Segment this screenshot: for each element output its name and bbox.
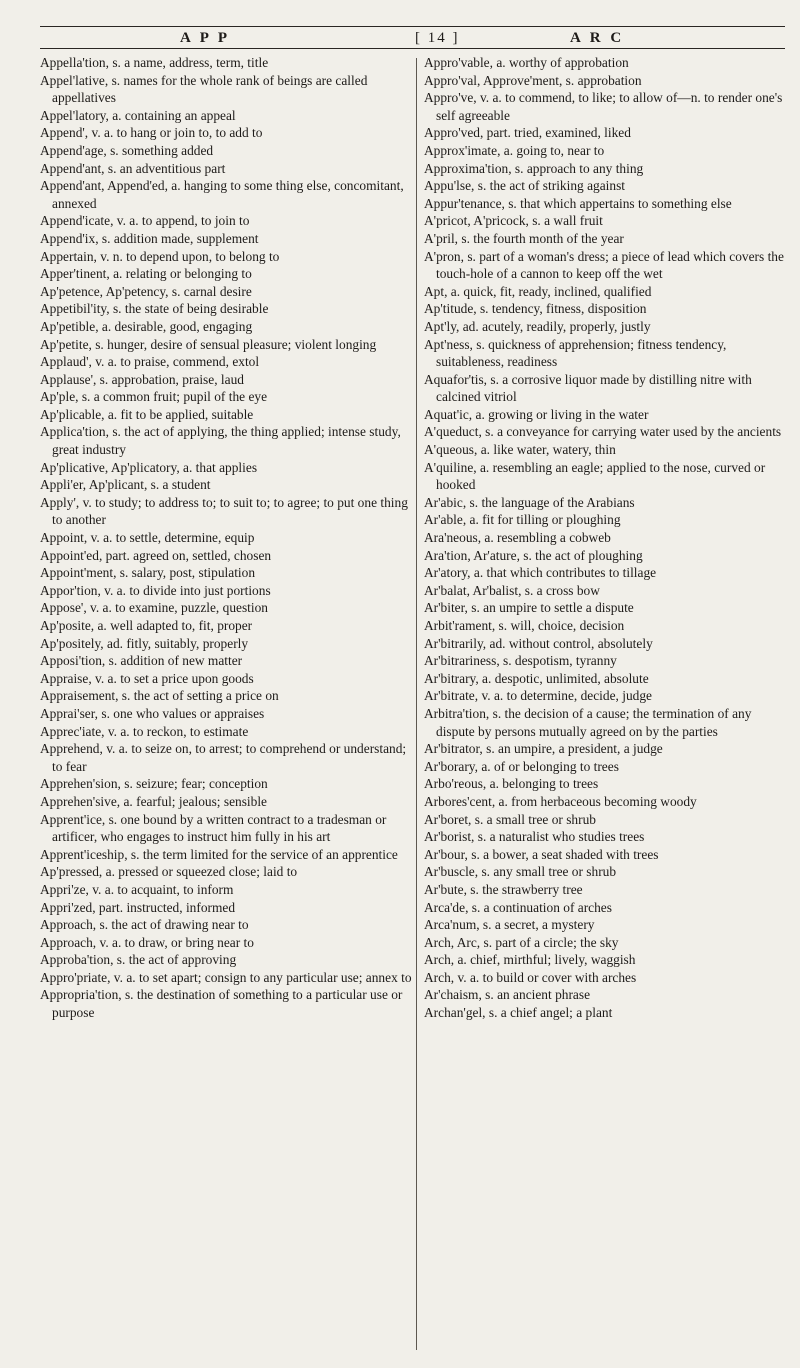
- dictionary-entry: Archan'gel, s. a chief angel; a plant: [424, 1005, 613, 1021]
- dictionary-entry: Ap'titude, s. tendency, fitness, disposition: [424, 301, 647, 317]
- dictionary-entry: Appraisement, s. the act of setting a price on: [40, 688, 279, 704]
- dictionary-entry: Appro'priate, v. a. to set apart; consign to any particular use; annex to: [40, 969, 412, 985]
- dictionary-entry: A'queous, a. like water, watery, thin: [424, 442, 616, 458]
- page-header: [40, 10, 785, 50]
- dictionary-entry: A'queduct, s. a conveyance for carrying water used by the ancients: [424, 424, 782, 440]
- dictionary-entry: Appro've, v. a. to commend, to like; to allow of—n. to render one's self agreeable: [424, 90, 783, 123]
- dictionary-entry: Ar'bitrator, s. an umpire, a president, a judge: [424, 741, 663, 757]
- dictionary-entry: Approxima'tion, s. approach to any thing: [424, 160, 644, 176]
- dictionary-entry: Arbores'cent, a. from herbaceous becoming woody: [424, 793, 697, 809]
- dictionary-entry: Appraise, v. a. to set a price upon goods: [40, 670, 254, 686]
- dictionary-entry: Ara'tion, Ar'ature, s. the act of ploughing: [424, 547, 643, 563]
- dictionary-entry: Appu'lse, s. the act of striking against: [424, 178, 626, 194]
- dictionary-entry: Arch, a. chief, mirthful; lively, waggish: [424, 952, 636, 968]
- dictionary-entry: Aquafor'tis, s. a corrosive liquor made by distilling nitre with calcined vitriol: [424, 371, 752, 405]
- header-bottom-rule: [40, 48, 785, 49]
- dictionary-entry: Arch, v. a. to build or cover with arches: [424, 969, 637, 985]
- dictionary-entry: A'pron, s. part of a woman's dress; a piece of lead which covers the touch-hole of a cannon to keep off the wet: [424, 248, 784, 282]
- dictionary-entry: Approach, v. a. to draw, or bring near to: [40, 934, 254, 950]
- dictionary-entry: Ap'petible, a. desirable, good, engaging: [40, 318, 253, 334]
- dictionary-entry: Appri'zed, part. instructed, informed: [40, 899, 236, 915]
- dictionary-entry: Apprehen'sive, a. fearful; jealous; sensible: [40, 793, 268, 809]
- dictionary-entry: Appose', v. a. to examine, puzzle, question: [40, 600, 269, 616]
- dictionary-entry: Ap'posite, a. well adapted to, fit, proper: [40, 618, 253, 633]
- dictionary-entry: Apprehend, v. a. to seize on, to arrest; to comprehend or understand; to fear: [40, 741, 407, 774]
- dictionary-entry: Appoint'ed, part. agreed on, settled, chosen: [40, 547, 272, 563]
- dictionary-entry: Approach, s. the act of drawing near to: [40, 917, 249, 933]
- left-column: [40, 54, 412, 1022]
- dictionary-entry: Append'ix, s. addition made, supplement: [40, 230, 259, 246]
- right-running-head: A R C: [570, 30, 625, 46]
- dictionary-entry: Ap'petite, s. hunger, desire of sensual pleasure; violent longing: [40, 336, 377, 352]
- dictionary-entry: Apprai'ser, s. one who values or appraises: [40, 705, 265, 721]
- dictionary-entry: Appertain, v. n. to depend upon, to belong to: [40, 248, 280, 264]
- dictionary-entry: A'quiline, a. resembling an eagle; applied to the nose, curved or hooked: [424, 459, 766, 493]
- dictionary-entry: Append'ant, s. an adventitious part: [40, 160, 226, 176]
- dictionary-entry: Approx'imate, a. going to, near to: [424, 142, 605, 158]
- dictionary-entry: Applause', s. approbation, praise, laud: [40, 371, 244, 387]
- dictionary-entry: Ar'bute, s. the strawberry tree: [424, 881, 583, 897]
- dictionary-entry: Appropria'tion, s. the destination of something to a particular use or purpose: [40, 987, 403, 1021]
- dictionary-entry: Appoint'ment, s. salary, post, stipulation: [40, 565, 256, 581]
- dictionary-entry: Ar'bitrate, v. a. to determine, decide, judge: [424, 688, 652, 704]
- dictionary-entry: Apper'tinent, a. relating or belonging to: [40, 266, 252, 282]
- right-column: [424, 54, 786, 1022]
- dictionary-entry: Append', v. a. to hang or join to, to add to: [40, 125, 263, 141]
- dictionary-entry: Append'icate, v. a. to append, to join to: [40, 213, 250, 229]
- dictionary-entry: Approba'tion, s. the act of approving: [40, 952, 237, 968]
- dictionary-entry: Ap'plicative, Ap'plicatory, a. that applies: [40, 459, 258, 475]
- dictionary-entry: Ar'biter, s. an umpire to settle a dispute: [424, 600, 634, 616]
- dictionary-entry: Appur'tenance, s. that which appertains to something else: [424, 195, 732, 211]
- dictionary-entry: Appella'tion, s. a name, address, term, title: [40, 55, 269, 70]
- dictionary-entry: Appor'tion, v. a. to divide into just portions: [40, 582, 271, 598]
- dictionary-entry: Ar'balat, Ar'balist, s. a cross bow: [424, 582, 600, 598]
- dictionary-entry: Apprent'ice, s. one bound by a written contract to a tradesman or artificer, who engages to instruct him fully in his art: [40, 811, 387, 845]
- dictionary-entry: Ara'neous, a. resembling a cobweb: [424, 530, 611, 546]
- dictionary-entry: Ar'buscle, s. any small tree or shrub: [424, 864, 617, 880]
- dictionary-entry: Append'ant, Append'ed, a. hanging to some thing else, concomitant, annexed: [40, 178, 404, 211]
- dictionary-entry: Ap'positely, ad. fitly, suitably, properly: [40, 635, 249, 651]
- dictionary-entry: Apprent'iceship, s. the term limited for the service of an apprentice: [40, 846, 398, 862]
- dictionary-entry: Aquat'ic, a. growing or living in the water: [424, 406, 649, 422]
- dictionary-entry: Append'age, s. something added: [40, 142, 214, 158]
- dictionary-entry: Appro'ved, part. tried, examined, liked: [424, 125, 631, 141]
- left-running-head: A P P: [180, 30, 231, 46]
- dictionary-entry: Ar'bitrarily, ad. without control, absolutely: [424, 635, 653, 651]
- dictionary-entry: Ar'abic, s. the language of the Arabians: [424, 494, 635, 510]
- dictionary-entry: Arch, Arc, s. part of a circle; the sky: [424, 934, 619, 950]
- dictionary-entry: Ap'pressed, a. pressed or squeezed close; laid to: [40, 864, 298, 880]
- header-top-rule: [40, 26, 785, 27]
- dictionary-entry: Ar'boret, s. a small tree or shrub: [424, 811, 596, 827]
- dictionary-entry: Applaud', v. a. to praise, commend, extol: [40, 354, 260, 370]
- dictionary-entry: Apt'ly, ad. acutely, readily, properly, justly: [424, 318, 651, 334]
- dictionary-entry: Ap'ple, s. a common fruit; pupil of the eye: [40, 389, 268, 405]
- dictionary-entry: Ar'atory, a. that which contributes to tillage: [424, 565, 657, 581]
- dictionary-entry: Appro'val, Approve'ment, s. approbation: [424, 72, 642, 88]
- dictionary-entry: Arca'de, s. a continuation of arches: [424, 899, 612, 915]
- dictionary-entry: Apply', v. to study; to address to; to suit to; to agree; to put one thing to another: [40, 494, 408, 528]
- dictionary-entry: Ar'bour, s. a bower, a seat shaded with trees: [424, 846, 659, 862]
- dictionary-entry: Appel'lative, s. names for the whole rank of beings are called appellatives: [40, 72, 368, 106]
- dictionary-entry: Appoint, v. a. to settle, determine, equip: [40, 530, 255, 546]
- dictionary-entry: Ar'borist, s. a naturalist who studies trees: [424, 829, 645, 845]
- dictionary-entry: Appro'vable, a. worthy of approbation: [424, 55, 629, 70]
- dictionary-entry: Appli'er, Ap'plicant, s. a student: [40, 477, 211, 493]
- dictionary-entry: Appel'latory, a. containing an appeal: [40, 107, 236, 123]
- page-number: [ 14 ]: [415, 30, 460, 46]
- dictionary-entry: Ar'able, a. fit for tilling or ploughing: [424, 512, 621, 528]
- dictionary-entry: Ar'chaism, s. an ancient phrase: [424, 987, 591, 1003]
- dictionary-entry: Arca'num, s. a secret, a mystery: [424, 917, 595, 933]
- dictionary-entry: Ap'plicable, a. fit to be applied, suitable: [40, 406, 254, 422]
- dictionary-entry: Arbitra'tion, s. the decision of a cause; the termination of any dispute by persons mutually agreed on by the parties: [424, 705, 752, 739]
- dictionary-entry: A'pril, s. the fourth month of the year: [424, 230, 624, 246]
- column-divider: [416, 58, 417, 1350]
- dictionary-entry: Arbit'rament, s. will, choice, decision: [424, 618, 625, 633]
- dictionary-entry: A'pricot, A'pricock, s. a wall fruit: [424, 213, 603, 229]
- dictionary-entry: Ar'borary, a. of or belonging to trees: [424, 758, 619, 774]
- dictionary-entry: Apprehen'sion, s. seizure; fear; conception: [40, 776, 268, 792]
- dictionary-entry: Apprec'iate, v. a. to reckon, to estimate: [40, 723, 249, 739]
- dictionary-entry: Appri'ze, v. a. to acquaint, to inform: [40, 881, 234, 897]
- dictionary-entry: Arbo'reous, a. belonging to trees: [424, 776, 599, 792]
- dictionary-entry: Ar'bitrary, a. despotic, unlimited, absolute: [424, 670, 649, 686]
- dictionary-entry: Applica'tion, s. the act of applying, the thing applied; intense study, great industry: [40, 424, 401, 458]
- dictionary-entry: Ap'petence, Ap'petency, s. carnal desire: [40, 283, 252, 299]
- dictionary-entry: Apposi'tion, s. addition of new matter: [40, 653, 243, 669]
- dictionary-entry: Apt'ness, s. quickness of apprehension; fitness tendency, suitableness, readiness: [424, 336, 727, 370]
- dictionary-entry: Appetibil'ity, s. the state of being desirable: [40, 301, 269, 317]
- dictionary-entry: Ar'bitrariness, s. despotism, tyranny: [424, 653, 617, 669]
- dictionary-entry: Apt, a. quick, fit, ready, inclined, qualified: [424, 283, 652, 299]
